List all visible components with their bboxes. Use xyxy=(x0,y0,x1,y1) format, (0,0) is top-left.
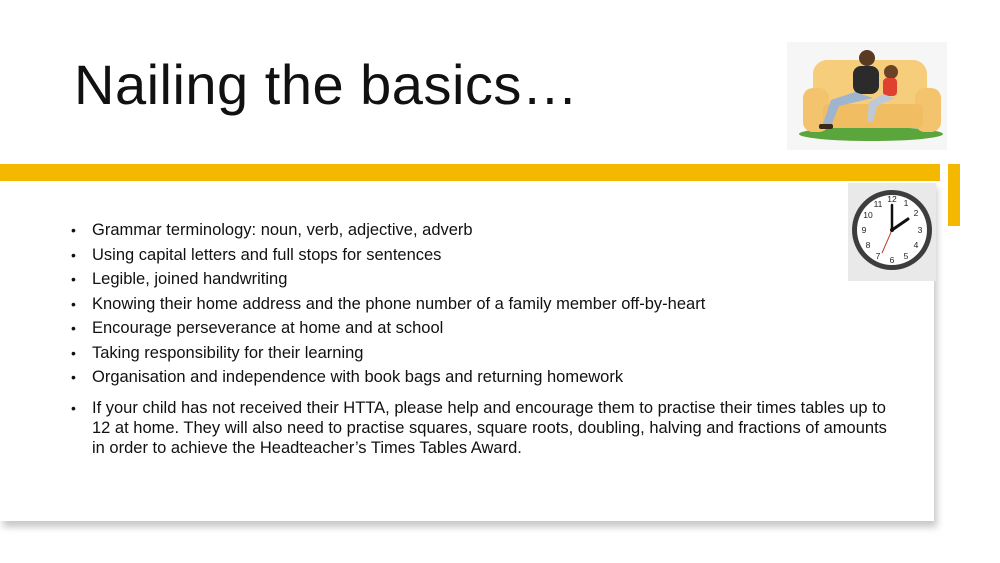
clock-number: 3 xyxy=(917,225,923,235)
clock-number: 10 xyxy=(863,210,873,220)
clock-number: 4 xyxy=(913,240,919,250)
accent-bar xyxy=(0,164,940,181)
slide-title: Nailing the basics… xyxy=(74,53,579,116)
list-item: • Using capital letters and full stops for sentences xyxy=(70,243,890,268)
clock-number: 8 xyxy=(865,240,871,250)
list-item: • Taking responsibility for their learning xyxy=(70,341,890,366)
list-item: • Grammar terminology: noun, verb, adjective, adverb xyxy=(70,218,890,243)
list-item: • Legible, joined handwriting xyxy=(70,267,890,292)
clock-number: 9 xyxy=(861,225,867,235)
accent-tab xyxy=(948,164,960,226)
bullet-list xyxy=(70,218,890,458)
clock-number: 2 xyxy=(913,208,919,218)
list-item: • If your child has not received their HTTA, please help and encourage them to practise their times tables up to 12 at home. They will also need to practise squares, square roots, doubling, halving and fractions of amounts in order to achieve the Headteacher’s Times Tables Award. xyxy=(70,398,890,458)
clock-number: 7 xyxy=(875,251,881,261)
list-item: • Organisation and independence with book bags and returning homework xyxy=(70,365,890,390)
clock-number: 11 xyxy=(873,199,883,209)
list-item: • Encourage perseverance at home and at school xyxy=(70,316,890,341)
clock-number: 1 xyxy=(903,198,909,208)
family-sofa-drawing xyxy=(787,42,947,150)
clock-number: 5 xyxy=(903,251,909,261)
family-sofa-illustration xyxy=(787,42,947,150)
clock-number: 12 xyxy=(887,194,897,204)
list-item: • Knowing their home address and the phone number of a family member off-by-heart xyxy=(70,292,890,317)
clock-number: 6 xyxy=(889,255,895,265)
